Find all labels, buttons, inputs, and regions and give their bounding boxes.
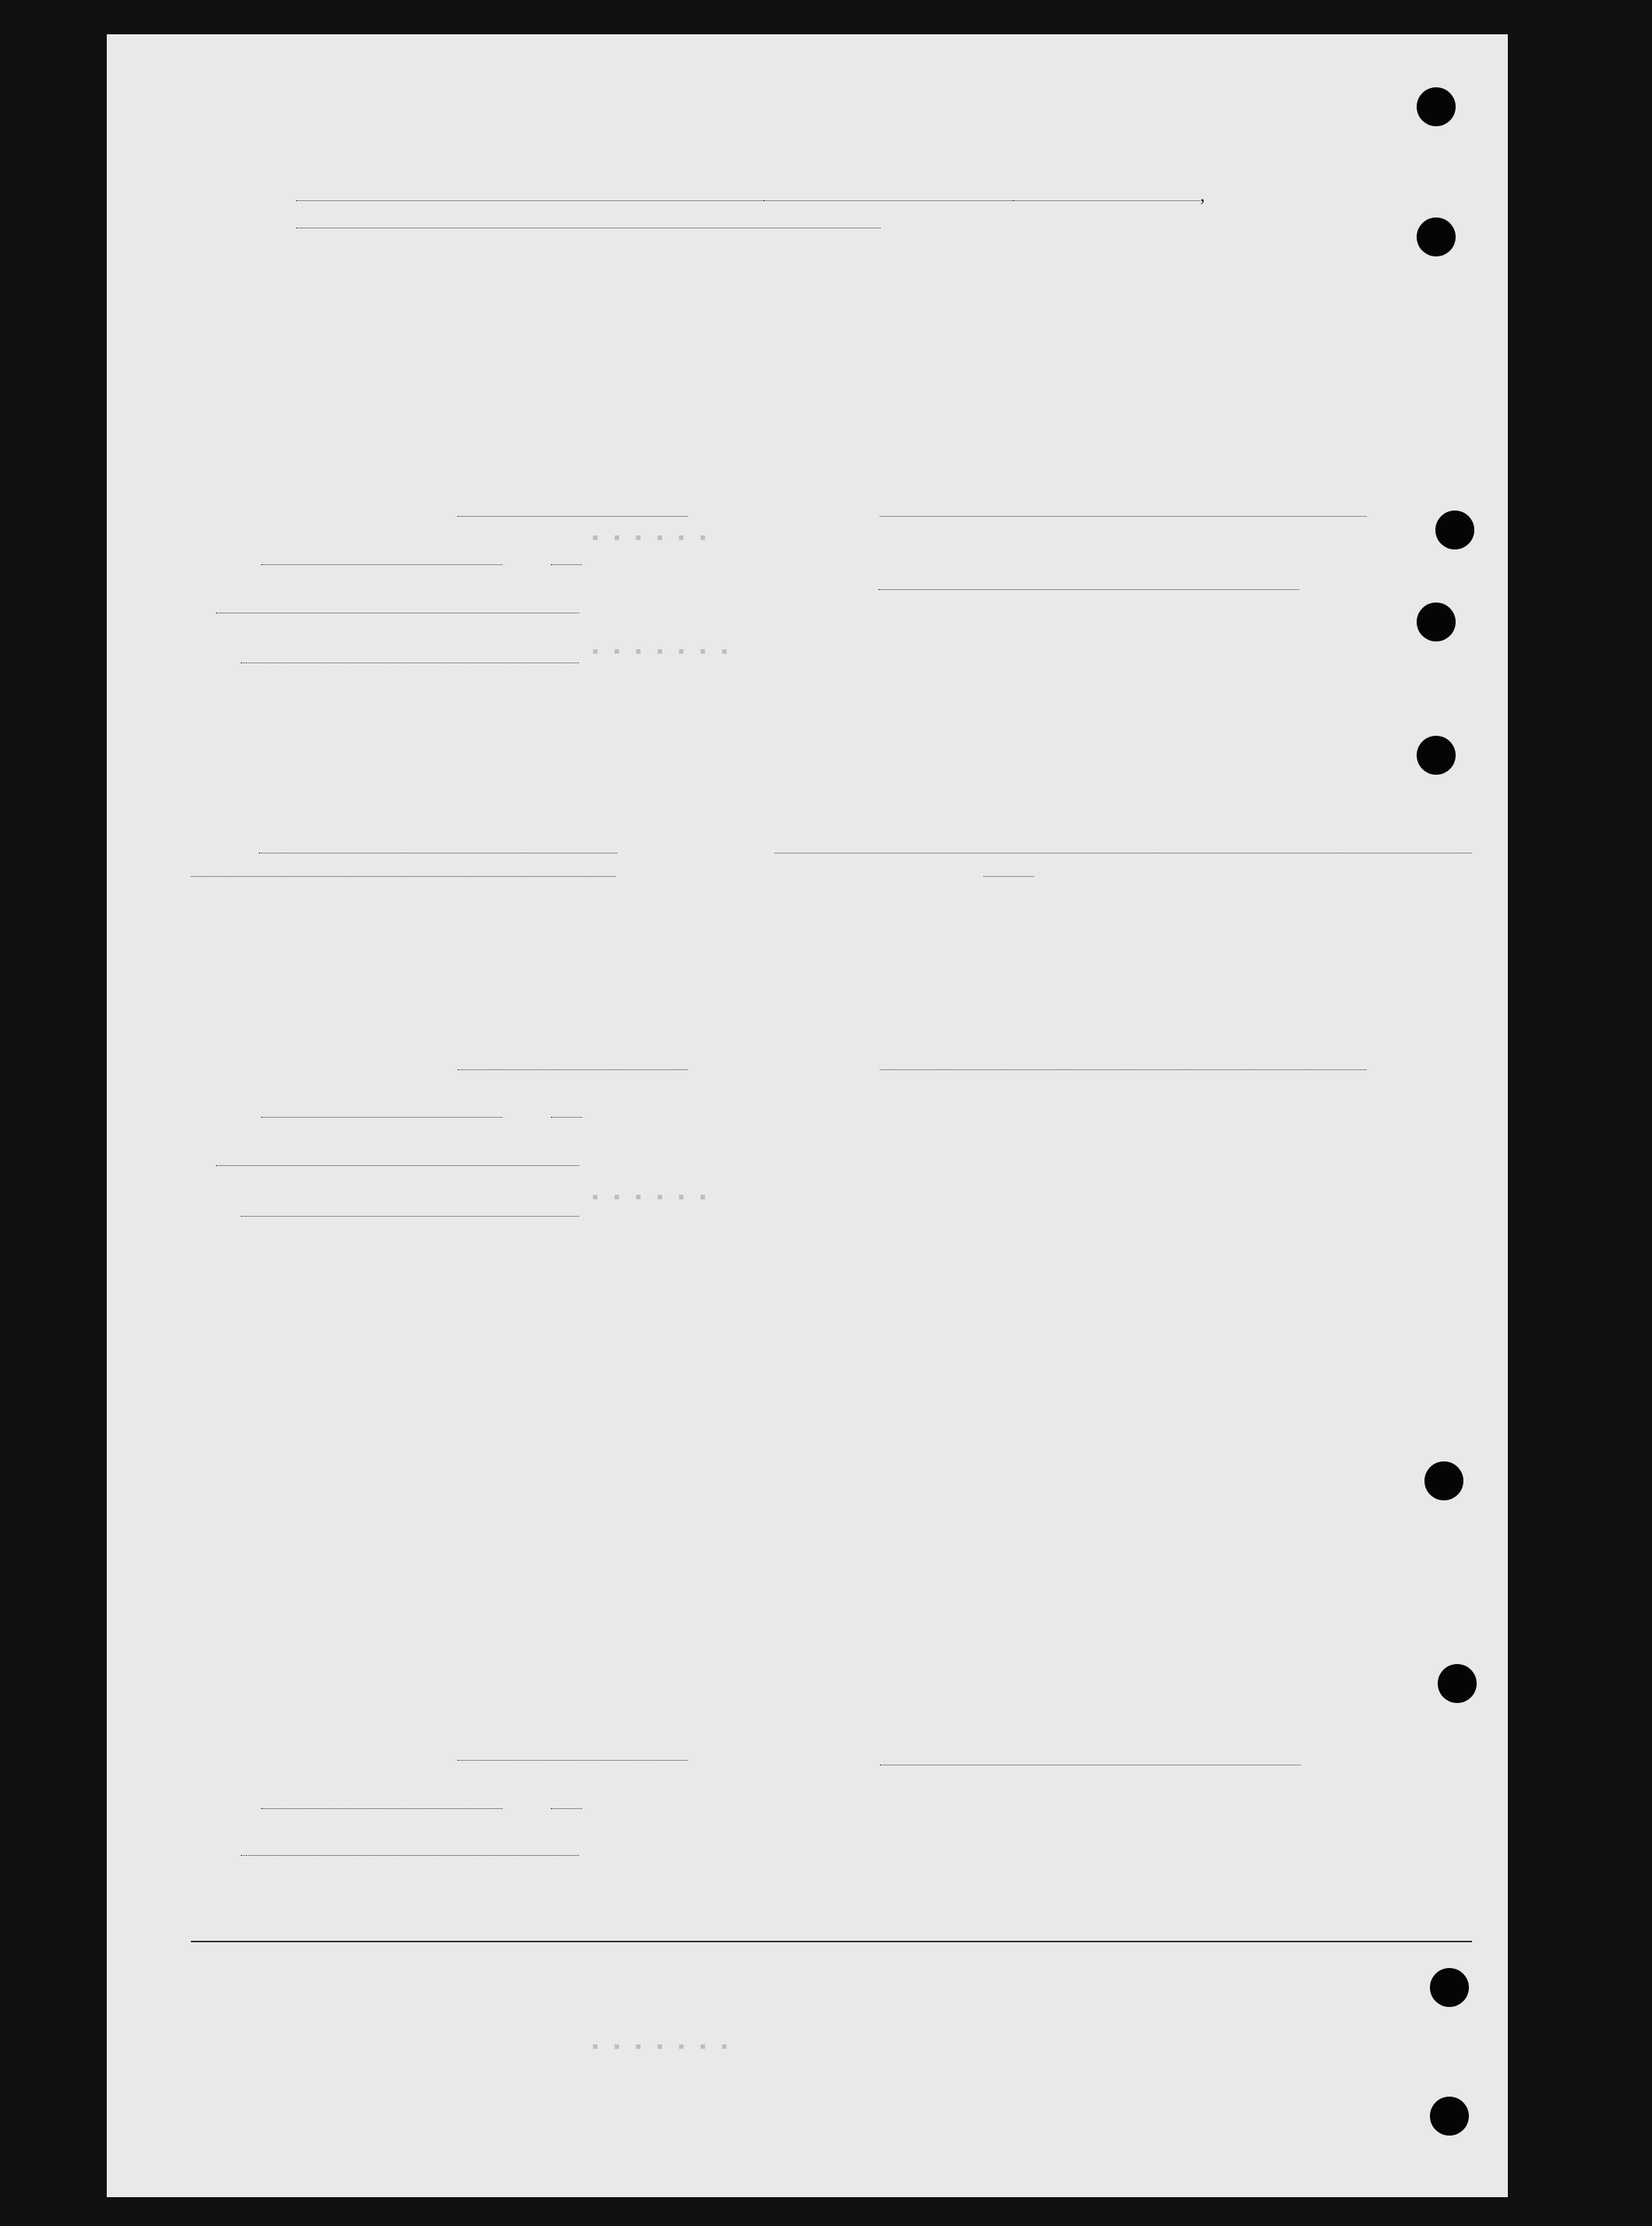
punch-hole [1430,2097,1469,2136]
section-2-surgeon-type-line [191,876,616,877]
section-1-sworn-line [457,516,688,517]
punch-hole [1417,602,1456,641]
bleed-through: ▪ ▪ ▪ ▪ ▪ ▪ ▪ [590,2037,730,2058]
section-2-at-line [216,1165,579,1166]
section-3-sworn-line [457,1760,688,1761]
section-2-year-line [551,1117,582,1118]
section-3-collector-line [241,1855,579,1856]
section-3-year-line [551,1808,582,1809]
section-2-inspector-line [241,1216,579,1217]
punch-hole [1424,1461,1463,1500]
section-1-officer-sig-line [880,516,1367,517]
section-1-day-line [261,564,503,565]
punch-hole [1417,217,1456,256]
manifest-page [107,34,1508,2197]
section-2-day-line [261,1117,503,1118]
section-2-years-line [983,876,1034,877]
section-2-sworn-line [457,1069,688,1070]
punch-hole [1430,1968,1469,2007]
bleed-through: ▪ ▪ ▪ ▪ ▪ ▪ [590,528,708,549]
section-1-year-line [551,564,582,565]
footer-rule [191,1941,1472,1942]
section-1-inspector-line [241,662,579,663]
bleed-through: ▪ ▪ ▪ ▪ ▪ ▪ [590,1188,708,1208]
punch-hole [1417,736,1456,775]
punch-hole [1435,511,1474,549]
section-1-header-line: , [296,182,1475,207]
bleed-through: ▪ ▪ ▪ ▪ ▪ ▪ ▪ [590,642,730,662]
punch-hole [1417,87,1456,126]
punch-hole [1438,1664,1477,1703]
section-3-day-line [261,1808,503,1809]
section-1-body [296,221,1475,228]
section-2-surgeon-sig-line [880,1069,1367,1070]
section-1-officer-line [878,589,1299,590]
